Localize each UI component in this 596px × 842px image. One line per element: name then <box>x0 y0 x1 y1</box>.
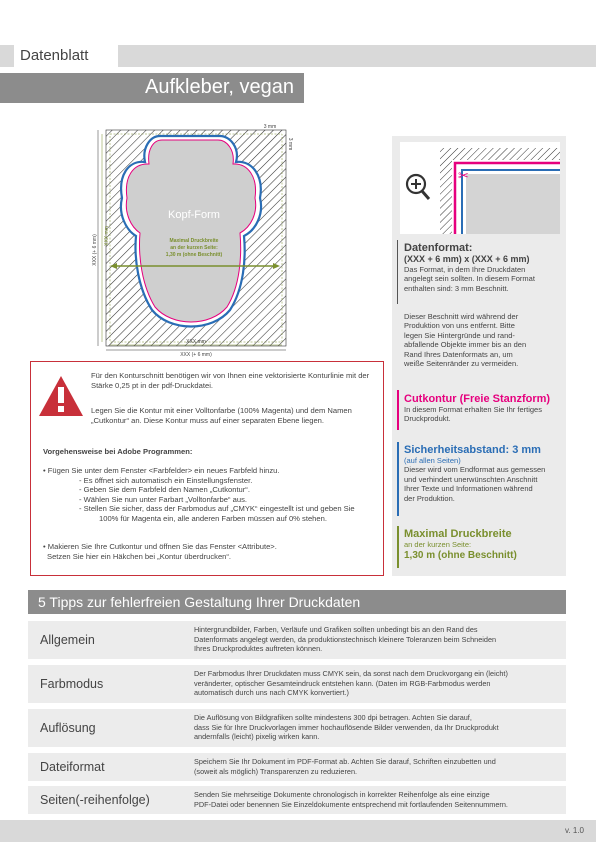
tip-text-line: Der Farbmodus Ihrer Druckdaten muss CMYK sein, da sonst nach dem Druckvorgang ein (leicht) <box>194 669 508 678</box>
warning-heading: Vorgehensweise bei Adobe Programmen: <box>43 447 193 456</box>
tip-label: Dateiformat <box>40 760 105 774</box>
tip-text-line: Ihres Druckproduktes auftreten können. <box>194 644 323 653</box>
shape-label: Kopf-Form <box>168 209 220 221</box>
footer-band <box>0 820 596 842</box>
tip-text-line: automatisch durch uns nach CMYK konvertiert.) <box>194 688 349 697</box>
print-width-label-2: an der kurzen Seite: <box>170 245 218 251</box>
dim-right-small: 3 mm <box>287 137 293 151</box>
warning-steps <box>43 466 379 524</box>
tips-header <box>28 590 566 614</box>
cut-divider <box>397 390 399 430</box>
safe-line-2: und verhindert unerwünschten Anschnitt <box>404 474 538 484</box>
safe-line-1: Dieser wird vom Endformat aus gemessen <box>404 465 546 475</box>
format-size: (XXX + 6 mm) x (XXX + 6 mm) <box>404 254 530 264</box>
safe-line-3: Ihrer Texte und Informationen während <box>404 484 533 494</box>
max-sub: an der kurzen Seite: <box>404 540 472 549</box>
scissors-icon: ✂ <box>458 169 469 184</box>
format-drawing <box>90 118 293 358</box>
max-block <box>404 528 517 562</box>
warning-intro: Für den Konturschnitt benötigen wir von Ihnen eine vektorisierte Konturlinie mit der Stärke 0,25 pt in der pdf-Druckdatei. <box>91 371 370 390</box>
max-divider <box>397 526 399 568</box>
dim-top-right: 3 mm <box>263 124 277 130</box>
tip-row <box>28 786 566 814</box>
tip-text-line: Hintergrundbilder, Farben, Verläufe und Grafiken sollten unbedingt bis an den Rand des <box>194 625 478 634</box>
tip-text-line: Datenformats angelegt werden, da produktionstechnisch kleinere Toleranzen beim Schneiden <box>194 634 497 644</box>
bleed-line-6: weiße Seitenränder zu vermeiden. <box>404 359 519 369</box>
warning-contour-note: Legen Sie die Kontur mit einer Volltonfarbe (100% Magenta) und dem Namen „Cutkontur“ an. Diese Kontur muss auf einer separaten Ebene liegen. <box>91 406 352 425</box>
tips-title: 5 Tipps zur fehlerfreien Gestaltung Ihrer Druckdaten <box>38 594 361 610</box>
format-block <box>404 242 535 293</box>
cut-block <box>404 393 550 424</box>
tip-text <box>194 757 560 776</box>
step-5: - Stellen Sie sicher, dass der Farbmodus auf „CMYK“ eingestellt ist und geben Sie <box>79 504 355 514</box>
bleed-block <box>404 312 526 368</box>
tip-text-line: Speichern Sie Ihr Dokument im PDF-Format ab. Achten Sie darauf, Schriften einzubetten und <box>194 757 496 766</box>
warning-attributes <box>43 542 379 561</box>
tip-label: Allgemein <box>40 633 95 647</box>
bleed-line-5: Rand Ihres Datenformats an, um <box>404 349 513 359</box>
format-title: Datenformat: <box>404 242 473 254</box>
tip-text <box>194 625 560 654</box>
format-divider <box>397 240 398 304</box>
bleed-line-1: Dieser Beschnitt wird während der <box>404 312 519 321</box>
datasheet-tab <box>14 45 118 67</box>
title-bar <box>0 73 304 103</box>
cut-line-2: Druckprodukt. <box>404 414 451 424</box>
dim-bottom-outer: XXX (+ 6 mm) <box>180 352 212 358</box>
bleed-line-2: Produktion von uns entfernt. Bitte <box>404 321 515 331</box>
format-line-1: Das Format, in dem Ihre Druckdaten <box>404 265 526 274</box>
tip-row <box>28 753 566 781</box>
tip-text <box>194 669 560 698</box>
tip-label: Auflösung <box>40 721 96 735</box>
max-value: 1,30 m (ohne Beschnitt) <box>404 550 517 562</box>
attributes-line-2: Setzen Sie hier ein Häkchen bei „Kontur überdrucken“. <box>47 551 232 561</box>
format-line-3: enthalten sind: 3 mm Beschnitt. <box>404 283 509 293</box>
zoom-detail-drawing <box>400 142 560 234</box>
tip-row <box>28 665 566 703</box>
bleed-line-3: legen Sie Hintergründe und rand- <box>404 330 515 340</box>
step-2: - Es öffnet sich automatisch ein Einstellungsfenster. <box>79 475 253 485</box>
print-width-label-3: 1,30 m (ohne Beschnitt) <box>165 252 223 258</box>
tip-label: Farbmodus <box>40 677 104 691</box>
safe-block <box>404 444 545 503</box>
zoom-detail <box>400 142 560 234</box>
print-width-label-1: Maximal Druckbreite <box>169 238 219 244</box>
step-1: • Fügen Sie unter dem Fenster <Farbfelder> ein neues Farbfeld hinzu. <box>43 466 280 475</box>
tip-text <box>194 790 560 809</box>
page-title: Aufkleber, vegan <box>145 76 294 98</box>
safe-sub: (auf allen Seiten) <box>404 456 461 465</box>
tip-text-line: andernfalls (leicht) pixelig wirken kann. <box>194 732 320 741</box>
step-4: - Wählen Sie nun unter Farbart „Volltonfarbe“ aus. <box>79 494 247 504</box>
tip-row <box>28 709 566 747</box>
dim-left-outer: XXX (+ 6 mm) <box>92 234 98 266</box>
max-title: Maximal Druckbreite <box>404 528 512 540</box>
bleed-line-4: abfallende Objekte immer bis an den <box>404 340 527 350</box>
tip-text-line: Die Auflösung von Bildgrafiken sollte mindestens 300 dpi betragen. Achten Sie darauf, <box>194 713 472 722</box>
tip-label: Seiten(-reihenfolge) <box>40 793 150 807</box>
tip-text-line: veränderter, optischer Gesamteindruck entstehen kann. (Daten im RGB-Farbmodus werden <box>194 678 491 688</box>
step-3: - Geben Sie dem Farbfeld den Namen „Cutkontur“. <box>79 485 250 495</box>
tip-text-line: Senden Sie mehrseitige Dokumente chronologisch in korrekter Reihenfolge als eine einzige <box>194 790 490 799</box>
safe-title: Sicherheitsabstand: 3 mm <box>404 444 541 456</box>
attributes-line-1: • Makieren Sie Ihre Cutkontur und öffnen Sie das Fenster <Attribute>. <box>43 542 277 551</box>
format-line-2: angelegt sein sollten. In diesem Format <box>404 274 535 284</box>
datasheet-tab-label: Datenblatt <box>20 47 89 64</box>
cut-title: Cutkontur (Freie Stanzform) <box>404 393 551 405</box>
warning-box <box>30 361 384 576</box>
safe-line-4: der Produktion. <box>404 493 455 503</box>
tip-row <box>28 621 566 659</box>
tip-text-line: dass Sie für Ihre Druckvorlagen immer hochauflösende Bilder verwenden, da Ihr Druckprodukt <box>194 722 499 732</box>
dim-bottom-inner: XXX mm <box>186 339 206 345</box>
tip-text-line: (soweit als möglich) Transparenzen zu reduzieren. <box>194 766 358 776</box>
tip-text-line: PDF-Datei oder benennen Sie Einzeldokumente entsprechend mit fortlaufenden Seitennummern. <box>194 799 508 809</box>
warning-icon <box>37 374 85 418</box>
step-6: 100% für Magenta ein, alle anderen Farben müssen auf 0% stehen. <box>99 513 327 523</box>
tip-text <box>194 713 560 742</box>
version-label: v. 1.0 <box>565 826 584 835</box>
dim-left-inner: XXX mm <box>104 226 110 246</box>
cut-line-1: In diesem Format erhalten Sie Ihr fertiges <box>404 405 542 414</box>
safe-divider <box>397 442 399 516</box>
